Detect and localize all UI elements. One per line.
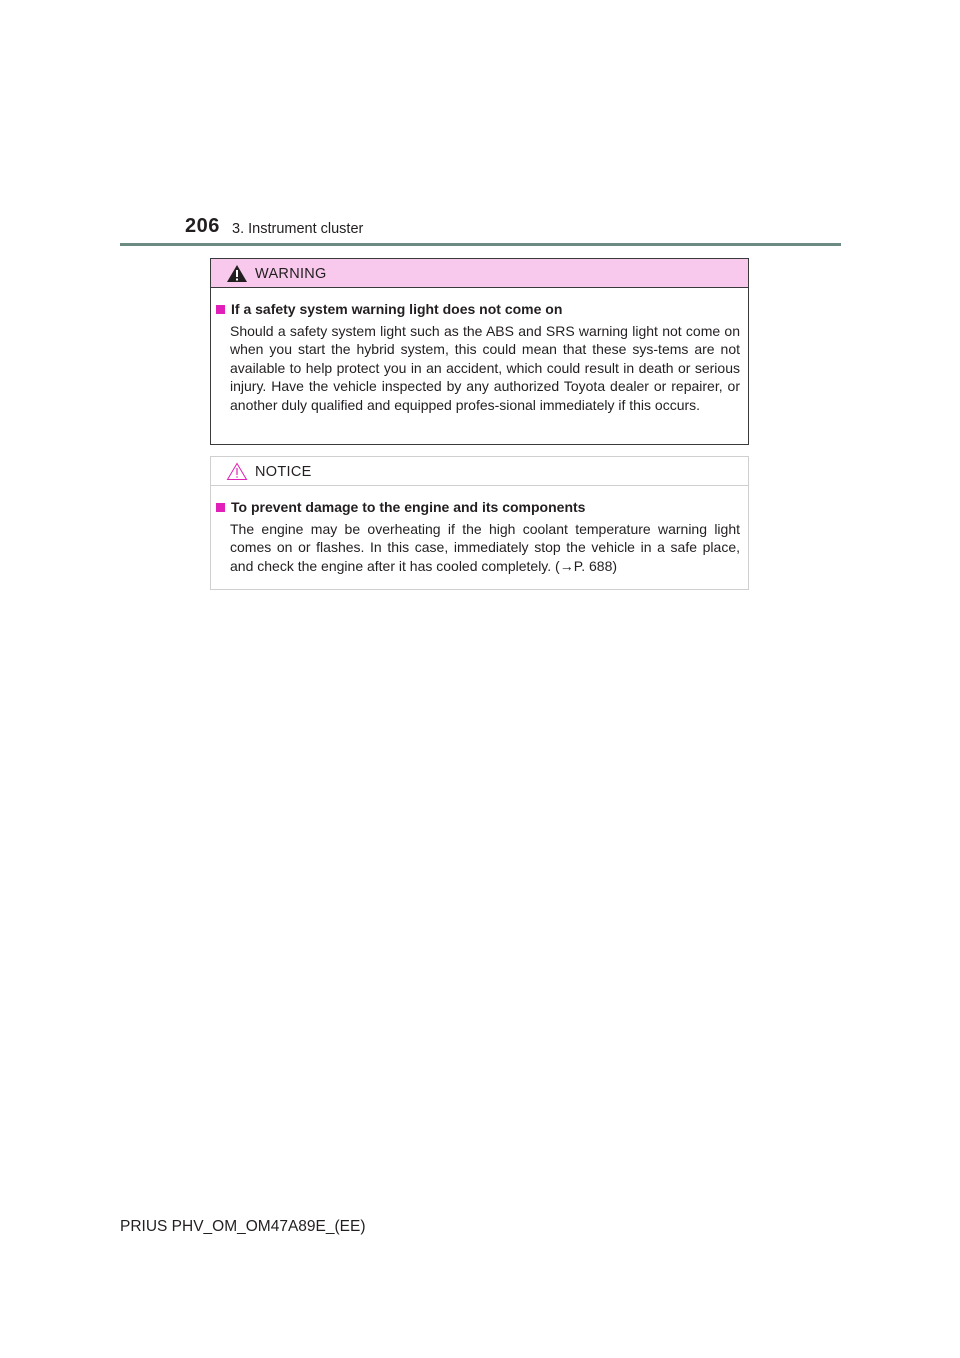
notice-item-title-text: To prevent damage to the engine and its components [231, 499, 586, 515]
notice-header [211, 457, 748, 486]
notice-label: NOTICE [255, 464, 312, 480]
page-header [0, 0, 960, 250]
caution-triangle-icon [226, 462, 248, 481]
warning-box [210, 258, 749, 445]
notice-item-body: The engine may be overheating if the high coolant temperature warning light comes on or flashes. In this case, immediately stop the vehicle in a safe place, and check the engine after it has cooled completely. (→P. 688) [230, 521, 740, 574]
header-divider [120, 243, 841, 246]
manual-code: PRIUS PHV_OM_OM47A89E_(EE) [120, 1218, 366, 1235]
warning-triangle-icon [226, 264, 248, 283]
notice-item-title [216, 499, 585, 515]
warning-item-title-text: If a safety system warning light does not come on [231, 301, 563, 317]
notice-box [210, 456, 749, 590]
bullet-square-icon [216, 503, 225, 512]
page-number: 206 [185, 215, 220, 237]
bullet-square-icon [216, 305, 225, 314]
warning-label: WARNING [255, 266, 327, 282]
warning-item-title [216, 301, 562, 317]
section-title: 3. Instrument cluster [232, 221, 364, 237]
warning-item-body: Should a safety system light such as the ABS and SRS warning light not come on when you start the hybrid system, this could mean that these sys-tems are not available to help protect you in an accident, which could result in death or serious injury. Have the vehicle inspected by any authorized Toyota dealer or repairer, or another duly qualified and equipped profes-sional immediately if this occurs. [230, 323, 740, 413]
warning-header [211, 259, 748, 288]
